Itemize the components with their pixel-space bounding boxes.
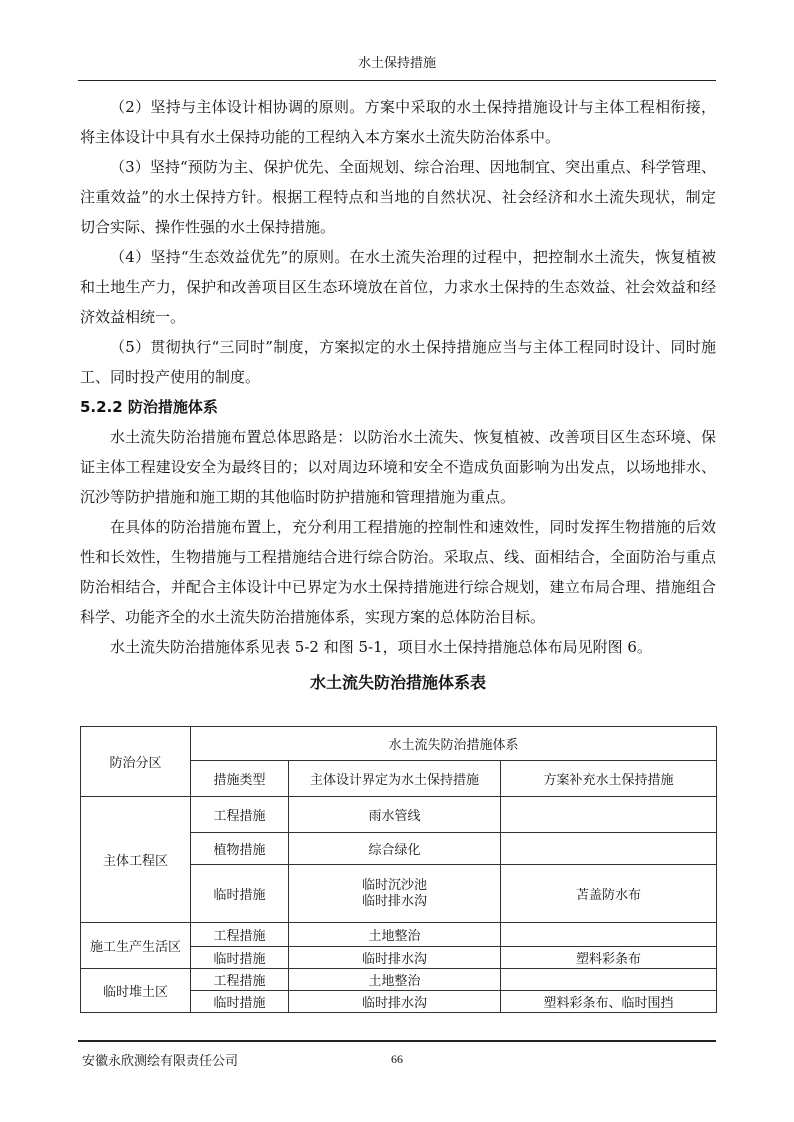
zone-construction-living: 施工生产生活区 xyxy=(81,923,191,969)
main-measure: 临时排水沟 xyxy=(289,991,501,1013)
supplement-measure xyxy=(501,797,717,833)
main-measure: 临时排水沟 xyxy=(289,947,501,969)
supplement-measure xyxy=(501,923,717,947)
section-paragraph-3: 水土流失防治措施体系见表 5-2 和图 5-1，项目水土保持措施总体布局见附图 6。 xyxy=(110,638,652,656)
principle-3: （3）坚持“预防为主、保护优先、全面规划、综合治理、因地制宜、突出重点、科学管理、注重效益”的水土保持方针。根据工程特点和当地的自然状况、社会经济和水土流失现状，制定切合实际、操作性强的水土保持措施。 xyxy=(80,158,716,236)
measure-type: 临时措施 xyxy=(191,991,289,1013)
supplement-measure: 塑料彩条布 xyxy=(501,947,717,969)
table-row xyxy=(81,797,717,833)
principle-5: （5）贯彻执行“三同时”制度，方案拟定的水土保持措施应当与主体工程同时设计、同时施工、同时投产使用的制度。 xyxy=(80,338,716,386)
document-body xyxy=(80,92,716,698)
header-system: 水土流失防治措施体系 xyxy=(191,727,717,761)
main-measure: 综合绿化 xyxy=(289,833,501,865)
principle-4: （4）坚持“生态效益优先”的原则。在水土流失治理的过程中，把控制水土流失，恢复植被和土地生产力，保护和改善项目区生态环境放在首位，力求水土保持的生态效益、社会效益和经济效益相统一。 xyxy=(80,248,716,326)
measure-type: 工程措施 xyxy=(191,969,289,991)
measure-type: 临时措施 xyxy=(191,865,289,923)
supplement-measure xyxy=(501,833,717,865)
main-measure-line: 临时沉沙池 xyxy=(361,877,427,893)
table-title: 水土流失防治措施体系表 xyxy=(309,673,486,692)
measure-type: 工程措施 xyxy=(191,923,289,947)
table-header-row xyxy=(81,727,717,761)
measures-table xyxy=(80,726,717,1013)
footer-company: 安徽永欣测绘有限责任公司 xyxy=(82,1054,239,1069)
page-number: 66 xyxy=(391,1052,403,1066)
main-measure-line: 临时排水沟 xyxy=(361,893,427,909)
section-paragraph-2: 在具体的防治措施布置上，充分利用工程措施的控制性和速效性，同时发挥生物措施的后效性和长效性，生物措施与工程措施结合进行综合防治。采取点、线、面相结合，全面防治与重点防治相结合，并配合主体设计中已界定为水土保持措施进行综合规划，建立布局合理、措施组合科学、功能齐全的水土流失防治措施体系，实现方案的总体防治目标。 xyxy=(80,518,716,626)
page-footer xyxy=(78,1040,716,1069)
header-zone: 防治分区 xyxy=(81,727,191,797)
page-header xyxy=(78,52,716,81)
supplement-measure: 苫盖防水布 xyxy=(501,865,717,923)
supplement-measure: 塑料彩条布、临时围挡 xyxy=(501,991,717,1013)
main-measure: 土地整治 xyxy=(289,969,501,991)
header-type: 措施类型 xyxy=(191,761,289,797)
supplement-measure xyxy=(501,969,717,991)
header-main-design: 主体设计界定为水土保持措施 xyxy=(289,761,501,797)
principle-2: （2）坚持与主体设计相协调的原则。方案中采取的水土保持措施设计与主体工程相衔接，将主体设计中具有水土保持功能的工程纳入本方案水土流失防治体系中。 xyxy=(80,98,716,146)
measure-type: 临时措施 xyxy=(191,947,289,969)
main-measure: 土地整治 xyxy=(289,923,501,947)
measure-type: 植物措施 xyxy=(191,833,289,865)
table-row xyxy=(81,969,717,991)
section-heading: 5.2.2 防治措施体系 xyxy=(80,398,218,416)
section-paragraph-1: 水土流失防治措施布置总体思路是：以防治水土流失、恢复植被、改善项目区生态环境、保证主体工程建设安全为最终目的；以对周边环境和安全不造成负面影响为出发点，以场地排水、沉沙等防护措施和施工期的其他临时防护措施和管理措施为重点。 xyxy=(80,428,716,506)
header-title: 水土保持措施 xyxy=(357,56,436,71)
main-measure xyxy=(289,865,501,923)
zone-temporary-stockpile: 临时堆土区 xyxy=(81,969,191,1013)
measure-type: 工程措施 xyxy=(191,797,289,833)
zone-main-project: 主体工程区 xyxy=(81,797,191,923)
main-measure: 雨水管线 xyxy=(289,797,501,833)
header-supplement: 方案补充水土保持措施 xyxy=(501,761,717,797)
table-row xyxy=(81,923,717,947)
